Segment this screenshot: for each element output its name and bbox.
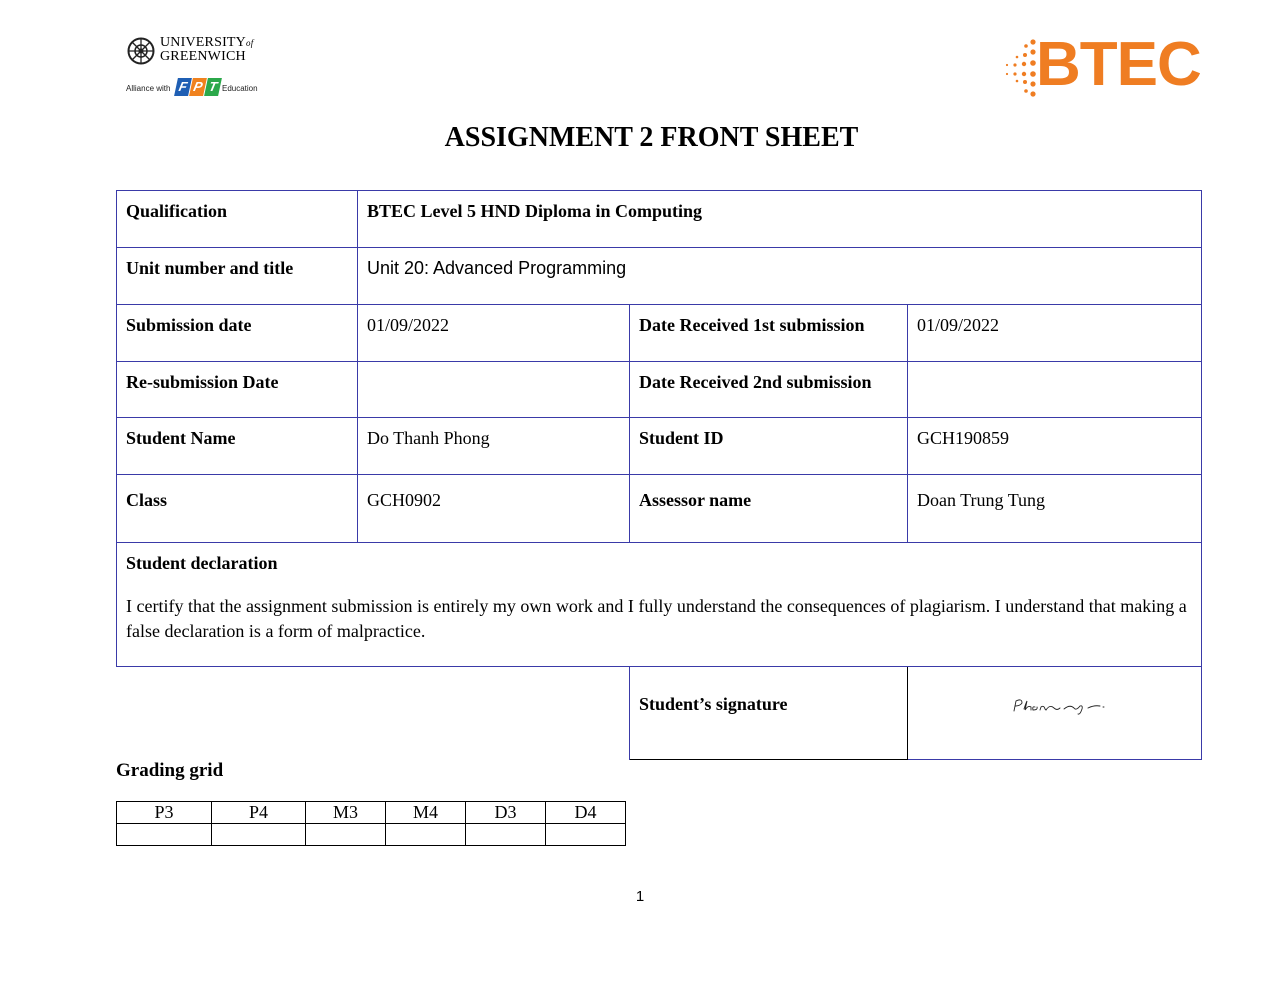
grade-value-m3 xyxy=(306,824,386,846)
page-title: ASSIGNMENT 2 FRONT SHEET xyxy=(444,122,859,153)
row-class xyxy=(117,475,1202,543)
grading-value-row xyxy=(117,824,626,846)
class-value: GCH0902 xyxy=(358,475,630,543)
page-number: 1 xyxy=(635,888,645,905)
submission-date-label: Submission date xyxy=(117,305,358,362)
qualification-value: BTEC Level 5 HND Diploma in Computing xyxy=(358,191,1202,248)
submission-date-value: 01/09/2022 xyxy=(358,305,630,362)
btec-dots-icon xyxy=(1000,34,1040,100)
student-id-value: GCH190859 xyxy=(908,418,1202,475)
grade-col-d4: D4 xyxy=(546,802,626,824)
resubmission-value xyxy=(358,362,630,418)
student-name-label: Student Name xyxy=(117,418,358,475)
row-submission xyxy=(117,305,1202,362)
fpt-letter-p: P xyxy=(189,78,207,96)
row-unit xyxy=(117,248,1202,305)
student-signature xyxy=(1010,695,1110,719)
row-declaration xyxy=(117,543,1202,667)
grade-value-m4 xyxy=(386,824,466,846)
grade-value-p4 xyxy=(212,824,306,846)
grade-col-p4: P4 xyxy=(212,802,306,824)
front-sheet-table xyxy=(116,190,1202,760)
grade-value-p3 xyxy=(117,824,212,846)
grading-grid-label: Grading grid xyxy=(116,760,224,781)
btec-wordmark: BTEC xyxy=(1036,30,1201,99)
date-received-2-value xyxy=(908,362,1202,418)
qualification-label: Qualification xyxy=(117,191,358,248)
alliance-with-text: Alliance with xyxy=(126,84,171,93)
declaration-cell xyxy=(117,543,1202,667)
row-resubmission xyxy=(117,362,1202,418)
grade-col-m4: M4 xyxy=(386,802,466,824)
blank-cell xyxy=(117,667,630,760)
grading-header-row xyxy=(117,802,626,824)
university-crest-icon xyxy=(127,37,155,65)
grade-value-d4 xyxy=(546,824,626,846)
row-signature xyxy=(117,667,1202,760)
row-student xyxy=(117,418,1202,475)
unit-label: Unit number and title xyxy=(117,248,358,305)
grade-value-d3 xyxy=(466,824,546,846)
date-received-1-value: 01/09/2022 xyxy=(908,305,1202,362)
university-greenwich-logo xyxy=(124,34,264,102)
resubmission-label: Re-submission Date xyxy=(117,362,358,418)
assessor-value: Doan Trung Tung xyxy=(908,475,1202,543)
class-label: Class xyxy=(117,475,358,543)
fpt-letter-f: F xyxy=(174,78,192,96)
fpt-logo xyxy=(176,78,221,96)
fpt-letter-t: T xyxy=(204,78,222,96)
grade-col-m3: M3 xyxy=(306,802,386,824)
education-text: Education xyxy=(222,84,258,93)
student-name-value: Do Thanh Phong xyxy=(358,418,630,475)
signature-label: Student’s signature xyxy=(630,667,908,760)
student-id-label: Student ID xyxy=(630,418,908,475)
grade-col-d3: D3 xyxy=(466,802,546,824)
assessor-label: Assessor name xyxy=(630,475,908,543)
unit-value: Unit 20: Advanced Programming xyxy=(358,248,1202,305)
row-qualification xyxy=(117,191,1202,248)
grade-col-p3: P3 xyxy=(117,802,212,824)
grading-grid xyxy=(116,801,626,846)
university-name: UNIVERSITYof GREENWICH xyxy=(160,35,254,64)
date-received-1-label: Date Received 1st submission xyxy=(630,305,908,362)
declaration-heading: Student declaration xyxy=(126,553,278,573)
btec-logo xyxy=(1000,30,1201,100)
signature-cell xyxy=(908,667,1202,760)
declaration-text: I certify that the assignment submission is entirely my own work and I fully understand the consequences of plagiarism. I understand that making a false declaration is a form of malpractice. xyxy=(126,596,1187,641)
date-received-2-label: Date Received 2nd submission xyxy=(630,362,908,418)
